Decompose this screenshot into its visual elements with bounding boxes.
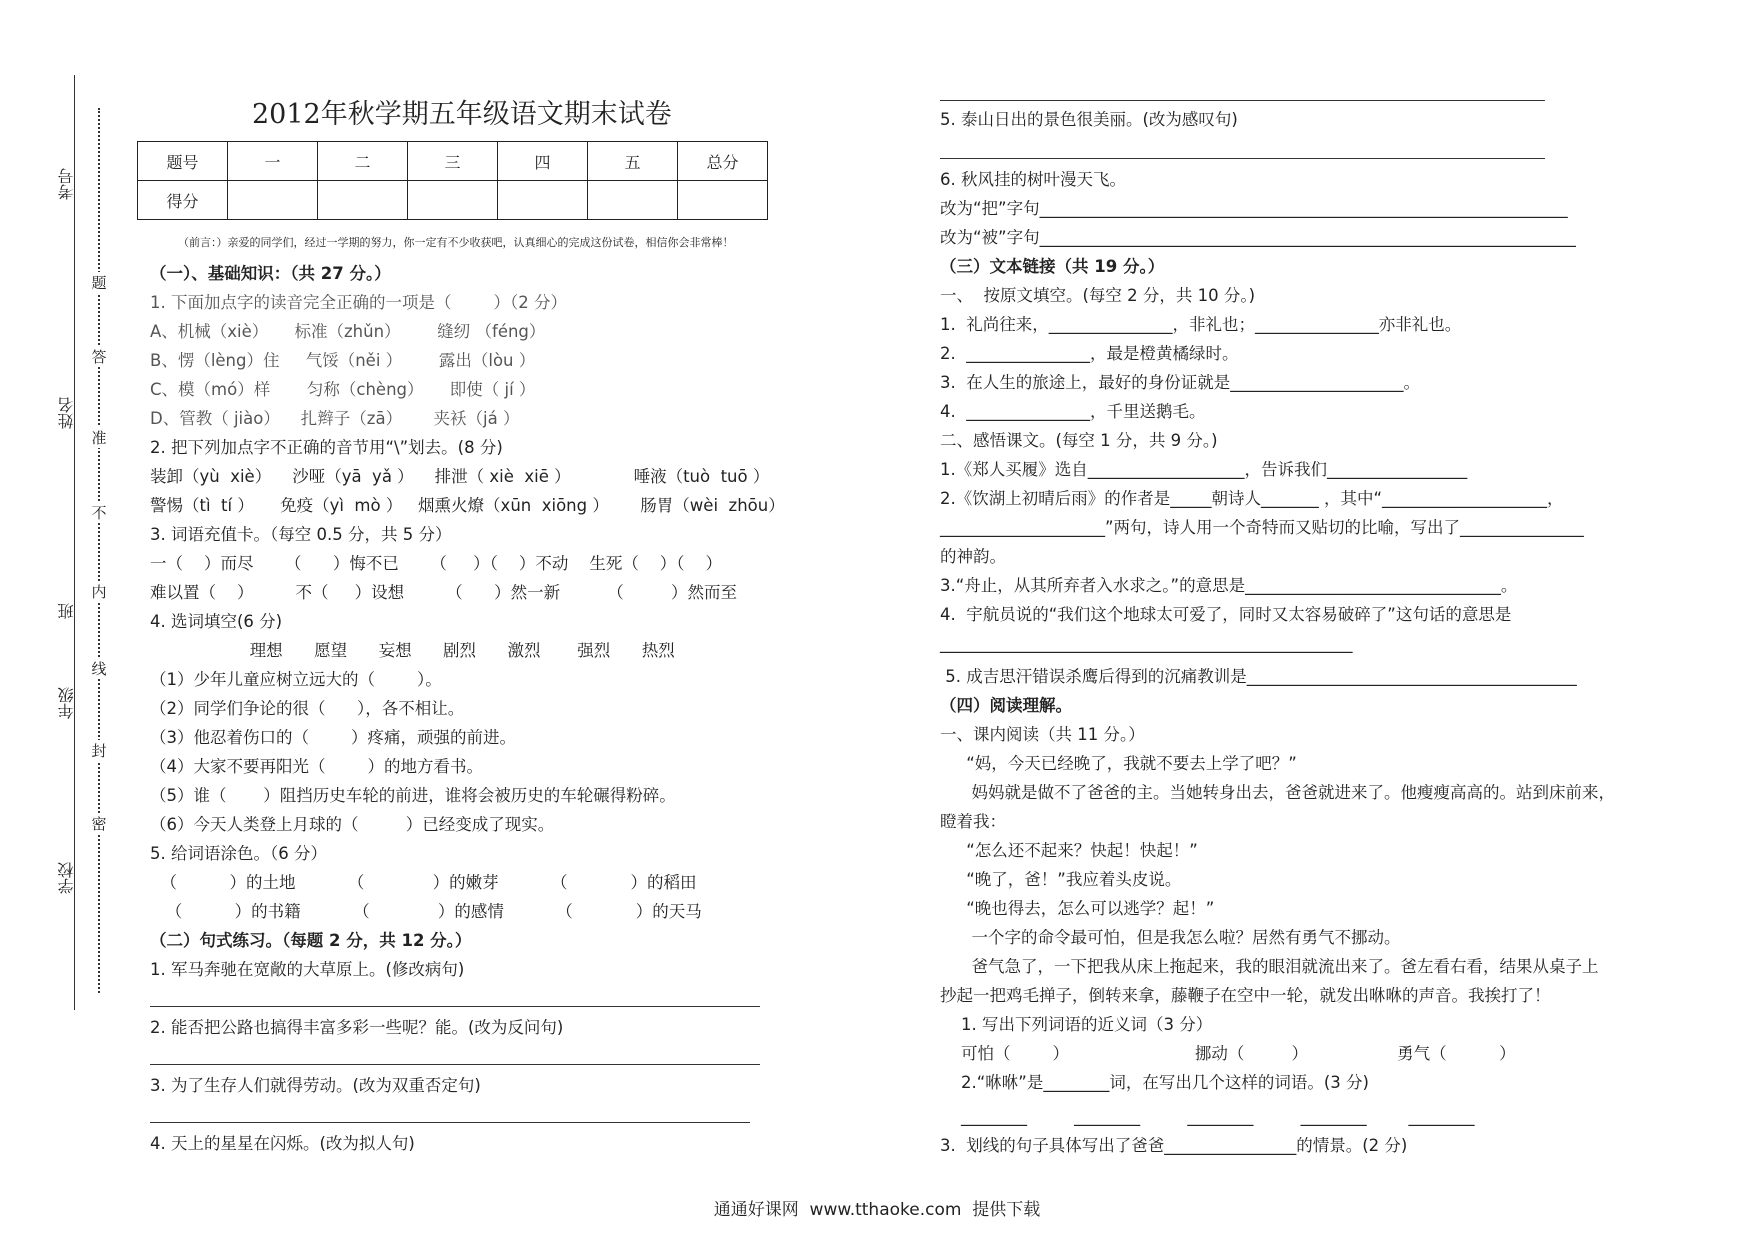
question-line: A、机械（xiè） 标准（zhǔn） 缝纫 （féng） xyxy=(150,322,546,341)
question-line: __________________________________________________ xyxy=(940,634,1353,653)
question-line: 二、感悟课文。(每空 1 分，共 9 分。) xyxy=(940,431,1218,450)
question-line: 4. _______________，千里送鹅毛。 xyxy=(940,402,1206,421)
field-name: 姓名 xyxy=(57,397,76,429)
question-line: 2.“咻咻”是________词，在写出几个这样的词语。(3 分) xyxy=(940,1073,1369,1092)
seal-char: 线 xyxy=(88,658,110,679)
seal-char: 不 xyxy=(88,502,110,523)
question-line: C、模（mó）样 匀称（chèng） 即使（ jí ） xyxy=(150,380,536,399)
question-line: （1）少年儿童应树立远大的（ ）。 xyxy=(150,670,442,689)
field-exam-number: 考号 xyxy=(57,168,76,200)
section-heading: （一）、基础知识：（共 27 分。） xyxy=(150,264,391,283)
seal-char: 准 xyxy=(88,427,110,448)
score-input-cell[interactable] xyxy=(408,181,498,220)
question-line: （6）今天人类登上月球的（ ）已经变成了现实。 xyxy=(150,815,555,834)
question-line: 一、课内阅读（共 11 分。） xyxy=(940,725,1145,744)
question-line: 5. 成吉思汗错误杀鹰后得到的沉痛教训是________________________________________ xyxy=(940,667,1577,686)
question-line: 4. 天上的星星在闪烁。(改为拟人句) xyxy=(150,1134,415,1153)
passage-line: “怎么还不起来？快起！快起！” xyxy=(940,841,1198,860)
question-line: 装卸（yù xiè） 沙哑（yā yǎ ） 排泄（ xiè xiē ） 唾液（tuò tuō ） xyxy=(150,467,770,486)
question-line: 2. _______________，最是橙黄橘绿时。 xyxy=(940,344,1239,363)
question-line: 1. 写出下列词语的近义词（3 分） xyxy=(940,1015,1213,1034)
score-table-cell: 得分 xyxy=(138,181,228,220)
section-heading: （二）句式练习。（每题 2 分，共 12 分。） xyxy=(150,931,472,950)
answer-line[interactable] xyxy=(940,100,1545,101)
question-line: 1. 下面加点字的读音完全正确的一项是（ ）（2 分） xyxy=(150,293,567,312)
seal-char: 密 xyxy=(88,813,110,834)
question-line: 3. 词语充值卡。（每空 0.5 分，共 5 分） xyxy=(150,525,452,544)
passage-line: “晚了，爸！”我应着头皮说。 xyxy=(940,870,1182,889)
score-table-cell: 一 xyxy=(228,142,318,181)
question-line: 1. 军马奔驰在宽敞的大草原上。(修改病句) xyxy=(150,960,465,979)
seal-char: 内 xyxy=(88,581,110,602)
question-line: 可怕（ ） 挪动（ ） 勇气（ ） xyxy=(940,1044,1516,1063)
seal-char: 答 xyxy=(88,346,110,367)
field-school: 学校 xyxy=(57,862,76,894)
question-line: 2. 把下列加点字不正确的音节用“\”划去。(8 分) xyxy=(150,438,503,457)
score-input-cell[interactable] xyxy=(228,181,318,220)
question-line: （2）同学们争论的很（ ），各不相让。 xyxy=(150,699,465,718)
question-line: 3. 为了生存人们就得劳动。(改为双重否定句) xyxy=(150,1076,481,1095)
section-heading: （四）阅读理解。 xyxy=(940,696,1072,715)
passage-line: 妈妈就是做不了爸爸的主。当她转身出去，爸爸就进来了。他瘦瘦高高的。站到床前来， xyxy=(940,783,1615,802)
question-line: 一、 按原文填空。(每空 2 分，共 10 分。) xyxy=(940,286,1256,305)
exam-title: 2012年秋学期五年级语文期末试卷 xyxy=(252,99,672,130)
score-table-cell: 题号 xyxy=(138,142,228,181)
question-line: 3. 划线的句子具体写出了爸爸________________的情景。(2 分) xyxy=(940,1136,1408,1155)
question-line: 5. 泰山日出的景色很美丽。(改为感叹句) xyxy=(940,110,1238,129)
question-line: 2.《饮湖上初晴后雨》的作者是_____朝诗人_______ ，其中“____________________， xyxy=(940,489,1564,508)
passage-line: 瞪着我： xyxy=(940,812,1006,831)
score-table-cell: 四 xyxy=(498,142,588,181)
question-line: 4. 选词填空(6 分) xyxy=(150,612,283,631)
field-grade: 年级 xyxy=(57,687,76,719)
question-line: D、管教（ jiào） 扎辫子（zā） 夹袄（já ） xyxy=(150,409,520,428)
question-line: 6. 秋风挂的树叶漫天飞。 xyxy=(940,170,1126,189)
passage-line: “妈，今天已经晚了，我就不要去上学了吧？” xyxy=(940,754,1297,773)
seal-char: 封 xyxy=(88,740,110,761)
question-line: 改为“把”字句________________________________________________________________ xyxy=(940,199,1568,218)
question-line: ____________________”两句，诗人用一个奇特而又贴切的比喻，写出了_______________ xyxy=(940,518,1584,537)
answer-line[interactable] xyxy=(150,1122,750,1123)
question-line: 的神韵。 xyxy=(940,547,1006,566)
seal-char: 题 xyxy=(88,272,110,293)
question-line: （ ）的书籍 （ ）的感情 （ ）的天马 xyxy=(150,902,702,921)
score-table-cell: 总分 xyxy=(678,142,768,181)
question-line: 警惕（tì tí ） 免疫（yì mò ） 烟熏火燎（xūn xiōng ） 肠胃（wèi zhōu） xyxy=(150,496,785,515)
passage-line: “晚也得去，怎么可以逃学？起！” xyxy=(940,899,1215,918)
answer-line[interactable] xyxy=(150,1064,760,1065)
score-table xyxy=(137,141,768,220)
binding-dotted-line xyxy=(98,108,100,993)
question-line: （ ）的土地 （ ）的嫩芽 （ ）的稻田 xyxy=(150,873,697,892)
answer-line[interactable] xyxy=(940,158,1545,159)
question-line: 改为“被”字句_________________________________________________________________ xyxy=(940,228,1576,247)
answer-line[interactable] xyxy=(150,1006,760,1007)
question-line: 2. 能否把公路也搞得丰富多彩一些呢？能。(改为反问句) xyxy=(150,1018,564,1037)
question-line: （5）谁（ ）阻挡历史车轮的前进，谁将会被历史的车轮碾得粉碎。 xyxy=(150,786,676,805)
field-class: 班 xyxy=(57,603,76,619)
question-line: 难以置（ ） 不（ ）设想 （ ）然一新 （ ）然而至 xyxy=(150,583,737,602)
question-line: 3. 在人生的旅途上，最好的身份证就是_____________________。 xyxy=(940,373,1420,392)
score-table-cell: 五 xyxy=(588,142,678,181)
word-choices: 理想 愿望 妄想 剧烈 激烈 强烈 热烈 xyxy=(150,641,675,660)
score-table-cell: 三 xyxy=(408,142,498,181)
question-line: 5. 给词语涂色。（6 分） xyxy=(150,844,327,863)
score-input-cell[interactable] xyxy=(588,181,678,220)
question-line: 4. 宇航员说的“我们这个地球太可爱了，同时又太容易破碎了”这句话的意思是 xyxy=(940,605,1512,624)
score-input-cell[interactable] xyxy=(678,181,768,220)
score-table-header-row xyxy=(138,142,768,181)
score-input-cell[interactable] xyxy=(318,181,408,220)
question-line: 1.《郑人买履》选自___________________，告诉我们_________________ xyxy=(940,460,1468,479)
score-table-score-row xyxy=(138,181,768,220)
question-line: 一（ ）而尽 （ ）悔不已 （ ）（ ）不动 生死（ ）（ ） xyxy=(150,554,723,573)
passage-line: 一个字的命令最可怕，但是我怎么啦？居然有勇气不挪动。 xyxy=(940,928,1401,947)
score-table-cell: 二 xyxy=(318,142,408,181)
answer-blanks[interactable]: ________ ________ ________ ________ ________ xyxy=(940,1107,1475,1126)
passage-line: 爸气急了，一下把我从床上拖起来，我的眼泪就流出来了。爸左看右看，结果从桌子上 xyxy=(940,957,1599,976)
preface-note: （前言：）亲爱的同学们，经过一学期的努力，你一定有不少收获吧，认真细心的完成这份试卷，相信你会非常棒！ xyxy=(178,236,734,249)
footer-source: 通通好课网 www.tthaoke.com 提供下载 xyxy=(713,1200,1041,1220)
score-input-cell[interactable] xyxy=(498,181,588,220)
question-line: 1. 礼尚往来，_______________，非礼也；_______________亦非礼也。 xyxy=(940,315,1462,334)
passage-line: 抄起一把鸡毛掸子，倒转来拿，藤鞭子在空中一轮，就发出咻咻的声音。我挨打了！ xyxy=(940,986,1551,1005)
question-line: （3）他忍着伤口的（ ）疼痛，顽强的前进。 xyxy=(150,728,516,747)
question-line: B、愣（lèng）住 气馁（něi ） 露出（lòu ） xyxy=(150,351,536,370)
question-line: （4）大家不要再阳光（ ）的地方看书。 xyxy=(150,757,483,776)
section-heading: （三）文本链接（共 19 分。） xyxy=(940,257,1165,276)
question-line: 3.“舟止，从其所弃者入水求之。”的意思是_______________________________。 xyxy=(940,576,1518,595)
